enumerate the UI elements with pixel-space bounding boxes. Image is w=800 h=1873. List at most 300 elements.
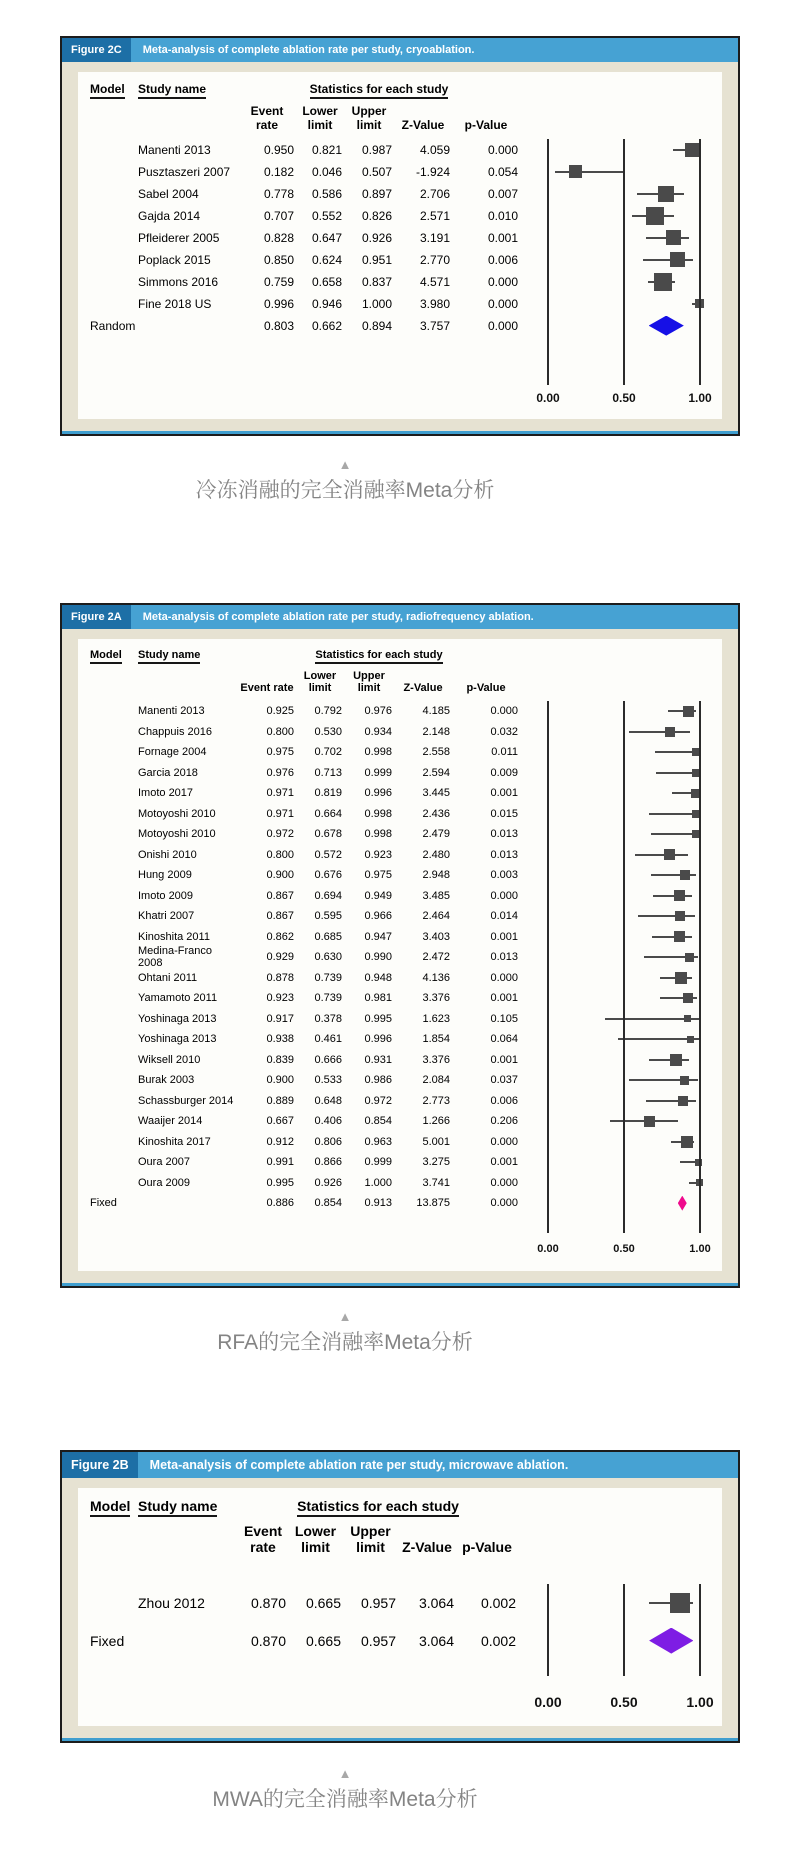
p-value-cell: 0.002	[480, 1594, 516, 1611]
lower-limit-cell: 0.533	[314, 1074, 342, 1087]
upper-limit-cell: 0.854	[364, 1115, 392, 1128]
lower-limit-cell: 0.630	[314, 951, 342, 964]
axis-line	[547, 139, 549, 385]
axis-tick-label: 1.00	[689, 1243, 711, 1256]
p-value-cell: 0.014	[490, 910, 518, 923]
upper-limit-cell: 0.934	[364, 725, 392, 738]
figure-header	[62, 605, 738, 629]
event-rate-cell: 0.995	[266, 1176, 294, 1189]
z-value-cell: 1.266	[422, 1115, 450, 1128]
ci-whisker	[555, 171, 625, 173]
event-rate-cell: 0.867	[266, 910, 294, 923]
study-cell: Oura 2007	[138, 1156, 190, 1169]
summary-diamond	[678, 1196, 687, 1211]
z-value-cell: 2.571	[419, 208, 450, 223]
p-value-cell: 0.037	[490, 1074, 518, 1087]
study-cell: Medina-Franco 2008	[138, 945, 212, 970]
lower-limit-cell: 0.678	[314, 828, 342, 841]
upper-limit-cell: 0.975	[364, 869, 392, 882]
upper-limit-cell: 0.966	[364, 910, 392, 923]
lower-limit-cell: 0.854	[314, 1197, 342, 1210]
study-cell: Hung 2009	[138, 869, 192, 882]
z-value-header: Z-Value	[403, 682, 443, 695]
upper-limit-cell: 0.837	[361, 274, 392, 289]
study-column-header: Study name	[138, 1498, 217, 1517]
z-value-cell: 3.445	[422, 787, 450, 800]
lower-limit-cell: 0.739	[314, 992, 342, 1005]
axis-line	[623, 701, 625, 1234]
lower-limit-cell: 0.821	[311, 142, 342, 157]
study-cell: Zhou 2012	[138, 1594, 205, 1611]
figure-header	[62, 38, 738, 62]
lower-limit-cell: 0.676	[314, 869, 342, 882]
z-value-cell: 2.948	[422, 869, 450, 882]
model-column-header: Model	[90, 649, 122, 664]
point-estimate-square	[680, 870, 690, 880]
p-value-cell: 0.006	[487, 252, 518, 267]
z-value-cell: 4.185	[422, 705, 450, 718]
event-rate-cell: 0.996	[263, 296, 294, 311]
z-value-cell: 4.571	[419, 274, 450, 289]
lower-limit-cell: 0.658	[311, 274, 342, 289]
upper-limit-cell: 0.957	[360, 1632, 396, 1649]
lower-limit-cell: 0.406	[314, 1115, 342, 1128]
study-cell: Onishi 2010	[138, 848, 197, 861]
lower-limit-cell: 0.552	[311, 208, 342, 223]
z-value-cell: 3.064	[418, 1594, 454, 1611]
axis-tick-label: 0.00	[534, 1693, 562, 1710]
study-cell: Poplack 2015	[138, 252, 211, 267]
lower-limit-header: Lower limit	[303, 669, 337, 695]
caption-pointer-icon: ▲	[338, 456, 352, 472]
lower-limit-cell: 0.866	[314, 1156, 342, 1169]
event-rate-cell: 0.707	[263, 208, 294, 223]
study-cell: Sabel 2004	[138, 186, 199, 201]
event-rate-cell: 0.870	[250, 1594, 286, 1611]
z-value-cell: 3.741	[422, 1176, 450, 1189]
model-column-header: Model	[90, 1498, 130, 1517]
upper-limit-header: Upper limit	[350, 1523, 391, 1556]
figure-caption: MWA的完全消融率Meta分析	[212, 1787, 478, 1811]
ci-whisker	[643, 259, 693, 261]
table-header-row	[78, 649, 722, 664]
lower-limit-cell: 0.572	[314, 848, 342, 861]
lower-limit-cell: 0.624	[311, 252, 342, 267]
event-rate-cell: 0.886	[266, 1197, 294, 1210]
event-rate-cell: 0.878	[266, 971, 294, 984]
upper-limit-cell: 0.826	[361, 208, 392, 223]
lower-limit-cell: 0.530	[314, 725, 342, 738]
event-rate-cell: 0.803	[263, 318, 294, 333]
model-cell: Random	[90, 318, 136, 333]
upper-limit-cell: 0.998	[364, 746, 392, 759]
point-estimate-square	[674, 931, 685, 942]
p-value-cell: 0.000	[490, 1135, 518, 1148]
event-rate-cell: 0.778	[263, 186, 294, 201]
x-axis-labels	[78, 389, 722, 411]
statistics-group-header: Statistics for each study	[315, 649, 442, 664]
event-rate-cell: 0.975	[266, 746, 294, 759]
event-rate-cell: 0.759	[263, 274, 294, 289]
event-rate-header: Event rate	[240, 682, 294, 695]
z-value-cell: 3.064	[418, 1632, 454, 1649]
p-value-cell: 0.206	[490, 1115, 518, 1128]
axis-line	[623, 1584, 625, 1676]
event-rate-cell: 0.938	[266, 1033, 294, 1046]
figure-title: Meta-analysis of complete ablation rate per study, radiofrequency ablation.	[142, 610, 534, 623]
study-cell: Yoshinaga 2013	[138, 1033, 217, 1046]
study-cell: Kinoshita 2011	[138, 930, 210, 943]
lower-limit-header: Lower limit	[302, 104, 338, 132]
figure-image-2b[interactable]	[60, 1450, 740, 1742]
figure-image-2a[interactable]	[60, 603, 740, 1289]
upper-limit-cell: 0.948	[364, 971, 392, 984]
point-estimate-square	[684, 1015, 691, 1022]
upper-limit-cell: 0.998	[364, 828, 392, 841]
lower-limit-cell: 0.702	[314, 746, 342, 759]
study-column-header: Study name	[138, 82, 206, 99]
study-cell: Yamamoto 2011	[138, 992, 218, 1005]
lower-limit-cell: 0.665	[305, 1632, 341, 1649]
study-cell: Imoto 2009	[138, 889, 194, 902]
upper-limit-cell: 0.897	[361, 186, 392, 201]
p-value-cell: 0.054	[487, 164, 518, 179]
event-rate-cell: 0.800	[266, 848, 294, 861]
event-rate-cell: 0.870	[250, 1632, 286, 1649]
point-estimate-square	[644, 1116, 655, 1127]
p-value-cell: 0.000	[490, 1176, 518, 1189]
event-rate-cell: 0.925	[266, 705, 294, 718]
lower-limit-cell: 0.378	[314, 1012, 342, 1025]
figure-title: Meta-analysis of complete ablation rate per study, microwave ablation.	[149, 1458, 569, 1473]
z-value-header: Z-Value	[401, 117, 445, 132]
upper-limit-cell: 0.926	[361, 230, 392, 245]
p-value-cell: 0.002	[480, 1632, 516, 1649]
lower-limit-cell: 0.662	[311, 318, 342, 333]
z-value-cell: 3.980	[419, 296, 450, 311]
p-value-cell: 0.001	[490, 1053, 518, 1066]
upper-limit-cell: 1.000	[364, 1176, 392, 1189]
lower-limit-cell: 0.685	[314, 930, 342, 943]
point-estimate-square	[658, 186, 674, 202]
event-rate-cell: 0.991	[266, 1156, 294, 1169]
event-rate-cell: 0.667	[266, 1115, 294, 1128]
p-value-cell: 0.003	[490, 869, 518, 882]
event-rate-cell: 0.976	[266, 766, 294, 779]
study-cell: Garcia 2018	[138, 766, 198, 779]
event-rate-cell: 0.972	[266, 828, 294, 841]
table-subheader-row	[78, 105, 722, 133]
p-value-cell: 0.013	[490, 951, 518, 964]
p-value-cell: 0.011	[491, 746, 518, 759]
ci-whisker	[638, 915, 694, 917]
bottom-rule	[62, 1738, 738, 1741]
point-estimate-square	[666, 230, 681, 245]
p-value-cell: 0.000	[490, 971, 518, 984]
axis-line	[699, 139, 701, 385]
upper-limit-cell: 0.507	[361, 164, 392, 179]
p-value-cell: 0.006	[490, 1094, 518, 1107]
x-axis-labels	[78, 1241, 722, 1263]
table-subheader-row	[78, 1523, 722, 1555]
z-value-cell: 3.191	[419, 230, 450, 245]
z-value-cell: 1.623	[422, 1012, 450, 1025]
point-estimate-square	[680, 1076, 689, 1085]
rows	[78, 701, 722, 1234]
upper-limit-cell: 0.999	[364, 766, 392, 779]
upper-limit-cell: 0.976	[364, 705, 392, 718]
event-rate-cell: 0.912	[266, 1135, 294, 1148]
axis-line	[699, 1584, 701, 1676]
axis-tick-label: 0.00	[536, 390, 560, 405]
study-cell: Fornage 2004	[138, 746, 207, 759]
axis-line	[547, 701, 549, 1234]
upper-limit-cell: 0.981	[364, 992, 392, 1005]
point-estimate-square	[675, 911, 685, 921]
event-rate-cell: 0.839	[266, 1053, 294, 1066]
statistics-group-header: Statistics for each study	[310, 82, 449, 99]
p-value-cell: 0.000	[490, 1197, 518, 1210]
axis-tick-label: 0.00	[537, 1243, 559, 1256]
model-cell: Fixed	[90, 1632, 125, 1649]
point-estimate-square	[569, 165, 582, 178]
p-value-cell: 0.001	[490, 1156, 518, 1169]
study-cell: Imoto 2017	[138, 787, 194, 800]
axis-line	[699, 701, 701, 1234]
upper-limit-cell: 0.996	[364, 1033, 392, 1046]
p-value-cell: 0.013	[490, 848, 518, 861]
event-rate-cell: 0.900	[266, 869, 294, 882]
upper-limit-cell: 0.986	[364, 1074, 392, 1087]
lower-limit-cell: 0.713	[314, 766, 342, 779]
figure-label-chip: Figure 2A	[62, 605, 131, 629]
plot-overlay	[518, 1584, 722, 1676]
p-value-cell: 0.000	[490, 705, 518, 718]
z-value-cell: 2.472	[422, 951, 450, 964]
point-estimate-square	[670, 252, 685, 267]
upper-limit-cell: 0.913	[364, 1197, 392, 1210]
figure-label-chip: Figure 2B	[62, 1452, 138, 1478]
lower-limit-cell: 0.665	[305, 1594, 341, 1611]
upper-limit-cell: 0.963	[364, 1135, 392, 1148]
p-value-cell: 0.032	[490, 725, 518, 738]
study-column-header: Study name	[138, 649, 200, 664]
upper-limit-cell: 0.996	[364, 787, 392, 800]
point-estimate-square	[670, 1054, 682, 1066]
p-value-cell: 0.000	[490, 889, 518, 902]
study-cell: Ohtani 2011	[138, 971, 198, 984]
lower-limit-cell: 0.586	[311, 186, 342, 201]
event-rate-cell: 0.971	[266, 787, 294, 800]
point-estimate-square	[678, 1096, 688, 1106]
z-value-cell: 2.480	[422, 848, 450, 861]
ci-whisker	[646, 1100, 695, 1102]
point-estimate-square	[683, 706, 694, 717]
z-value-cell: 2.773	[422, 1094, 450, 1107]
bottom-rule	[62, 1283, 738, 1286]
z-value-header: Z-Value	[402, 1539, 452, 1556]
z-value-cell: 1.854	[422, 1033, 450, 1046]
z-value-cell: 3.275	[422, 1156, 450, 1169]
z-value-cell: 5.001	[422, 1135, 450, 1148]
figure-caption: RFA的完全消融率Meta分析	[217, 1331, 473, 1355]
z-value-cell: 2.464	[422, 910, 450, 923]
p-value-cell: 0.000	[487, 142, 518, 157]
model-cell: Fixed	[90, 1197, 117, 1210]
caption-pointer-icon: ▲	[338, 1309, 352, 1325]
upper-limit-cell: 0.990	[364, 951, 392, 964]
lower-limit-cell: 0.694	[314, 889, 342, 902]
event-rate-cell: 0.800	[266, 725, 294, 738]
ci-whisker	[652, 936, 692, 938]
upper-limit-cell: 0.949	[364, 889, 392, 902]
upper-limit-cell: 0.894	[361, 318, 392, 333]
z-value-cell: 3.485	[422, 889, 450, 902]
figure-header	[62, 1452, 738, 1478]
point-estimate-square	[674, 890, 685, 901]
ci-whisker	[653, 895, 692, 897]
axis-line	[547, 1584, 549, 1676]
lower-limit-header: Lower limit	[294, 1523, 337, 1556]
point-estimate-square	[665, 727, 675, 737]
lower-limit-cell: 0.461	[314, 1033, 342, 1046]
z-value-cell: 2.148	[422, 725, 450, 738]
point-estimate-square	[675, 972, 687, 984]
x-axis-labels	[78, 1692, 722, 1718]
upper-limit-cell: 0.998	[364, 807, 392, 820]
p-value-cell: 0.105	[490, 1012, 518, 1025]
p-value-cell: 0.001	[490, 930, 518, 943]
upper-limit-cell: 0.995	[364, 1012, 392, 1025]
lower-limit-cell: 0.666	[314, 1053, 342, 1066]
study-cell: Yoshinaga 2013	[138, 1012, 217, 1025]
z-value-cell: 2.594	[422, 766, 450, 779]
lower-limit-cell: 0.046	[311, 164, 342, 179]
upper-limit-header: Upper limit	[351, 104, 387, 132]
study-cell: Oura 2009	[138, 1176, 190, 1189]
figure-body	[62, 629, 738, 1284]
p-value-cell: 0.013	[490, 828, 518, 841]
summary-diamond	[649, 1628, 693, 1654]
point-estimate-square	[685, 143, 699, 157]
event-rate-cell: 0.182	[263, 164, 294, 179]
upper-limit-cell: 0.923	[364, 848, 392, 861]
plot-overlay	[520, 701, 722, 1234]
z-value-cell: 2.558	[422, 746, 450, 759]
upper-limit-cell: 0.999	[364, 1156, 392, 1169]
event-rate-cell: 0.889	[266, 1094, 294, 1107]
axis-tick-label: 0.50	[610, 1693, 638, 1710]
upper-limit-cell: 0.987	[361, 142, 392, 157]
p-value-cell: 0.010	[487, 208, 518, 223]
forest-plot-panel	[78, 639, 722, 1272]
model-column-header: Model	[90, 82, 125, 99]
study-cell: Khatri 2007	[138, 910, 195, 923]
point-estimate-square	[664, 849, 675, 860]
p-value-header: p-Value	[466, 682, 506, 695]
upper-limit-cell: 0.957	[360, 1594, 396, 1611]
z-value-cell: 3.376	[422, 1053, 450, 1066]
p-value-header: p-Value	[464, 117, 508, 132]
axis-tick-label: 0.50	[613, 1243, 635, 1256]
study-cell: Schassburger 2014	[138, 1094, 234, 1107]
caption-block	[0, 1310, 690, 1358]
figure-label-chip: Figure 2C	[62, 38, 131, 62]
study-cell: Gajda 2014	[138, 208, 201, 223]
table-header-row	[78, 82, 722, 99]
p-value-cell: 0.000	[487, 318, 518, 333]
point-estimate-square	[654, 273, 672, 291]
study-cell: Simmons 2016	[138, 274, 219, 289]
study-cell: Motoyoshi 2010	[138, 828, 216, 841]
lower-limit-cell: 0.595	[314, 910, 342, 923]
point-estimate-square	[685, 953, 694, 962]
figure-body	[62, 1478, 738, 1737]
upper-limit-cell: 1.000	[361, 296, 392, 311]
z-value-cell: 2.084	[422, 1074, 450, 1087]
p-value-cell: 0.001	[487, 230, 518, 245]
event-rate-cell: 0.828	[263, 230, 294, 245]
ci-whisker	[635, 854, 688, 856]
upper-limit-header: Upper limit	[353, 669, 385, 695]
statistics-group-header: Statistics for each study	[297, 1498, 459, 1517]
z-value-cell: 3.403	[422, 930, 450, 943]
forest-plot-panel	[78, 72, 722, 419]
p-value-cell: 0.001	[490, 992, 518, 1005]
z-value-cell: 3.376	[422, 992, 450, 1005]
lower-limit-cell: 0.792	[314, 705, 342, 718]
study-cell: Motoyoshi 2010	[138, 807, 216, 820]
p-value-cell: 0.064	[490, 1033, 518, 1046]
figure-body	[62, 62, 738, 431]
z-value-cell: 13.875	[416, 1197, 450, 1210]
upper-limit-cell: 0.951	[361, 252, 392, 267]
caption-block	[0, 458, 690, 506]
study-cell: Pfleiderer 2005	[138, 230, 220, 245]
z-value-cell: 2.479	[422, 828, 450, 841]
point-estimate-square	[683, 993, 693, 1003]
lower-limit-cell: 0.946	[311, 296, 342, 311]
axis-tick-label: 0.50	[612, 390, 636, 405]
rows	[78, 139, 722, 385]
lower-limit-cell: 0.819	[314, 787, 342, 800]
forest-plot-panel	[78, 1488, 722, 1725]
study-cell: Manenti 2013	[138, 142, 211, 157]
table-header-row	[78, 1498, 722, 1517]
z-value-cell: 2.706	[419, 186, 450, 201]
point-estimate-square	[646, 207, 664, 225]
study-cell: Wiksell 2010	[138, 1053, 201, 1066]
upper-limit-cell: 0.931	[364, 1053, 392, 1066]
event-rate-cell: 0.867	[266, 889, 294, 902]
z-value-cell: 2.436	[422, 807, 450, 820]
event-rate-cell: 0.850	[263, 252, 294, 267]
lower-limit-cell: 0.648	[314, 1094, 342, 1107]
p-value-cell: 0.000	[487, 274, 518, 289]
table-subheader-row	[78, 670, 722, 695]
p-value-header: p-Value	[462, 1539, 512, 1556]
p-value-cell: 0.009	[490, 766, 518, 779]
upper-limit-cell: 0.972	[364, 1094, 392, 1107]
study-cell: Kinoshita 2017	[138, 1135, 211, 1148]
figure-image-2c[interactable]	[60, 36, 740, 436]
z-value-cell: 3.757	[419, 318, 450, 333]
z-value-cell: 2.770	[419, 252, 450, 267]
figure-title: Meta-analysis of complete ablation rate per study, cryoablation.	[142, 44, 475, 56]
caption-block	[0, 1767, 690, 1815]
study-cell: Waaijer 2014	[138, 1115, 203, 1128]
event-rate-cell: 0.950	[263, 142, 294, 157]
